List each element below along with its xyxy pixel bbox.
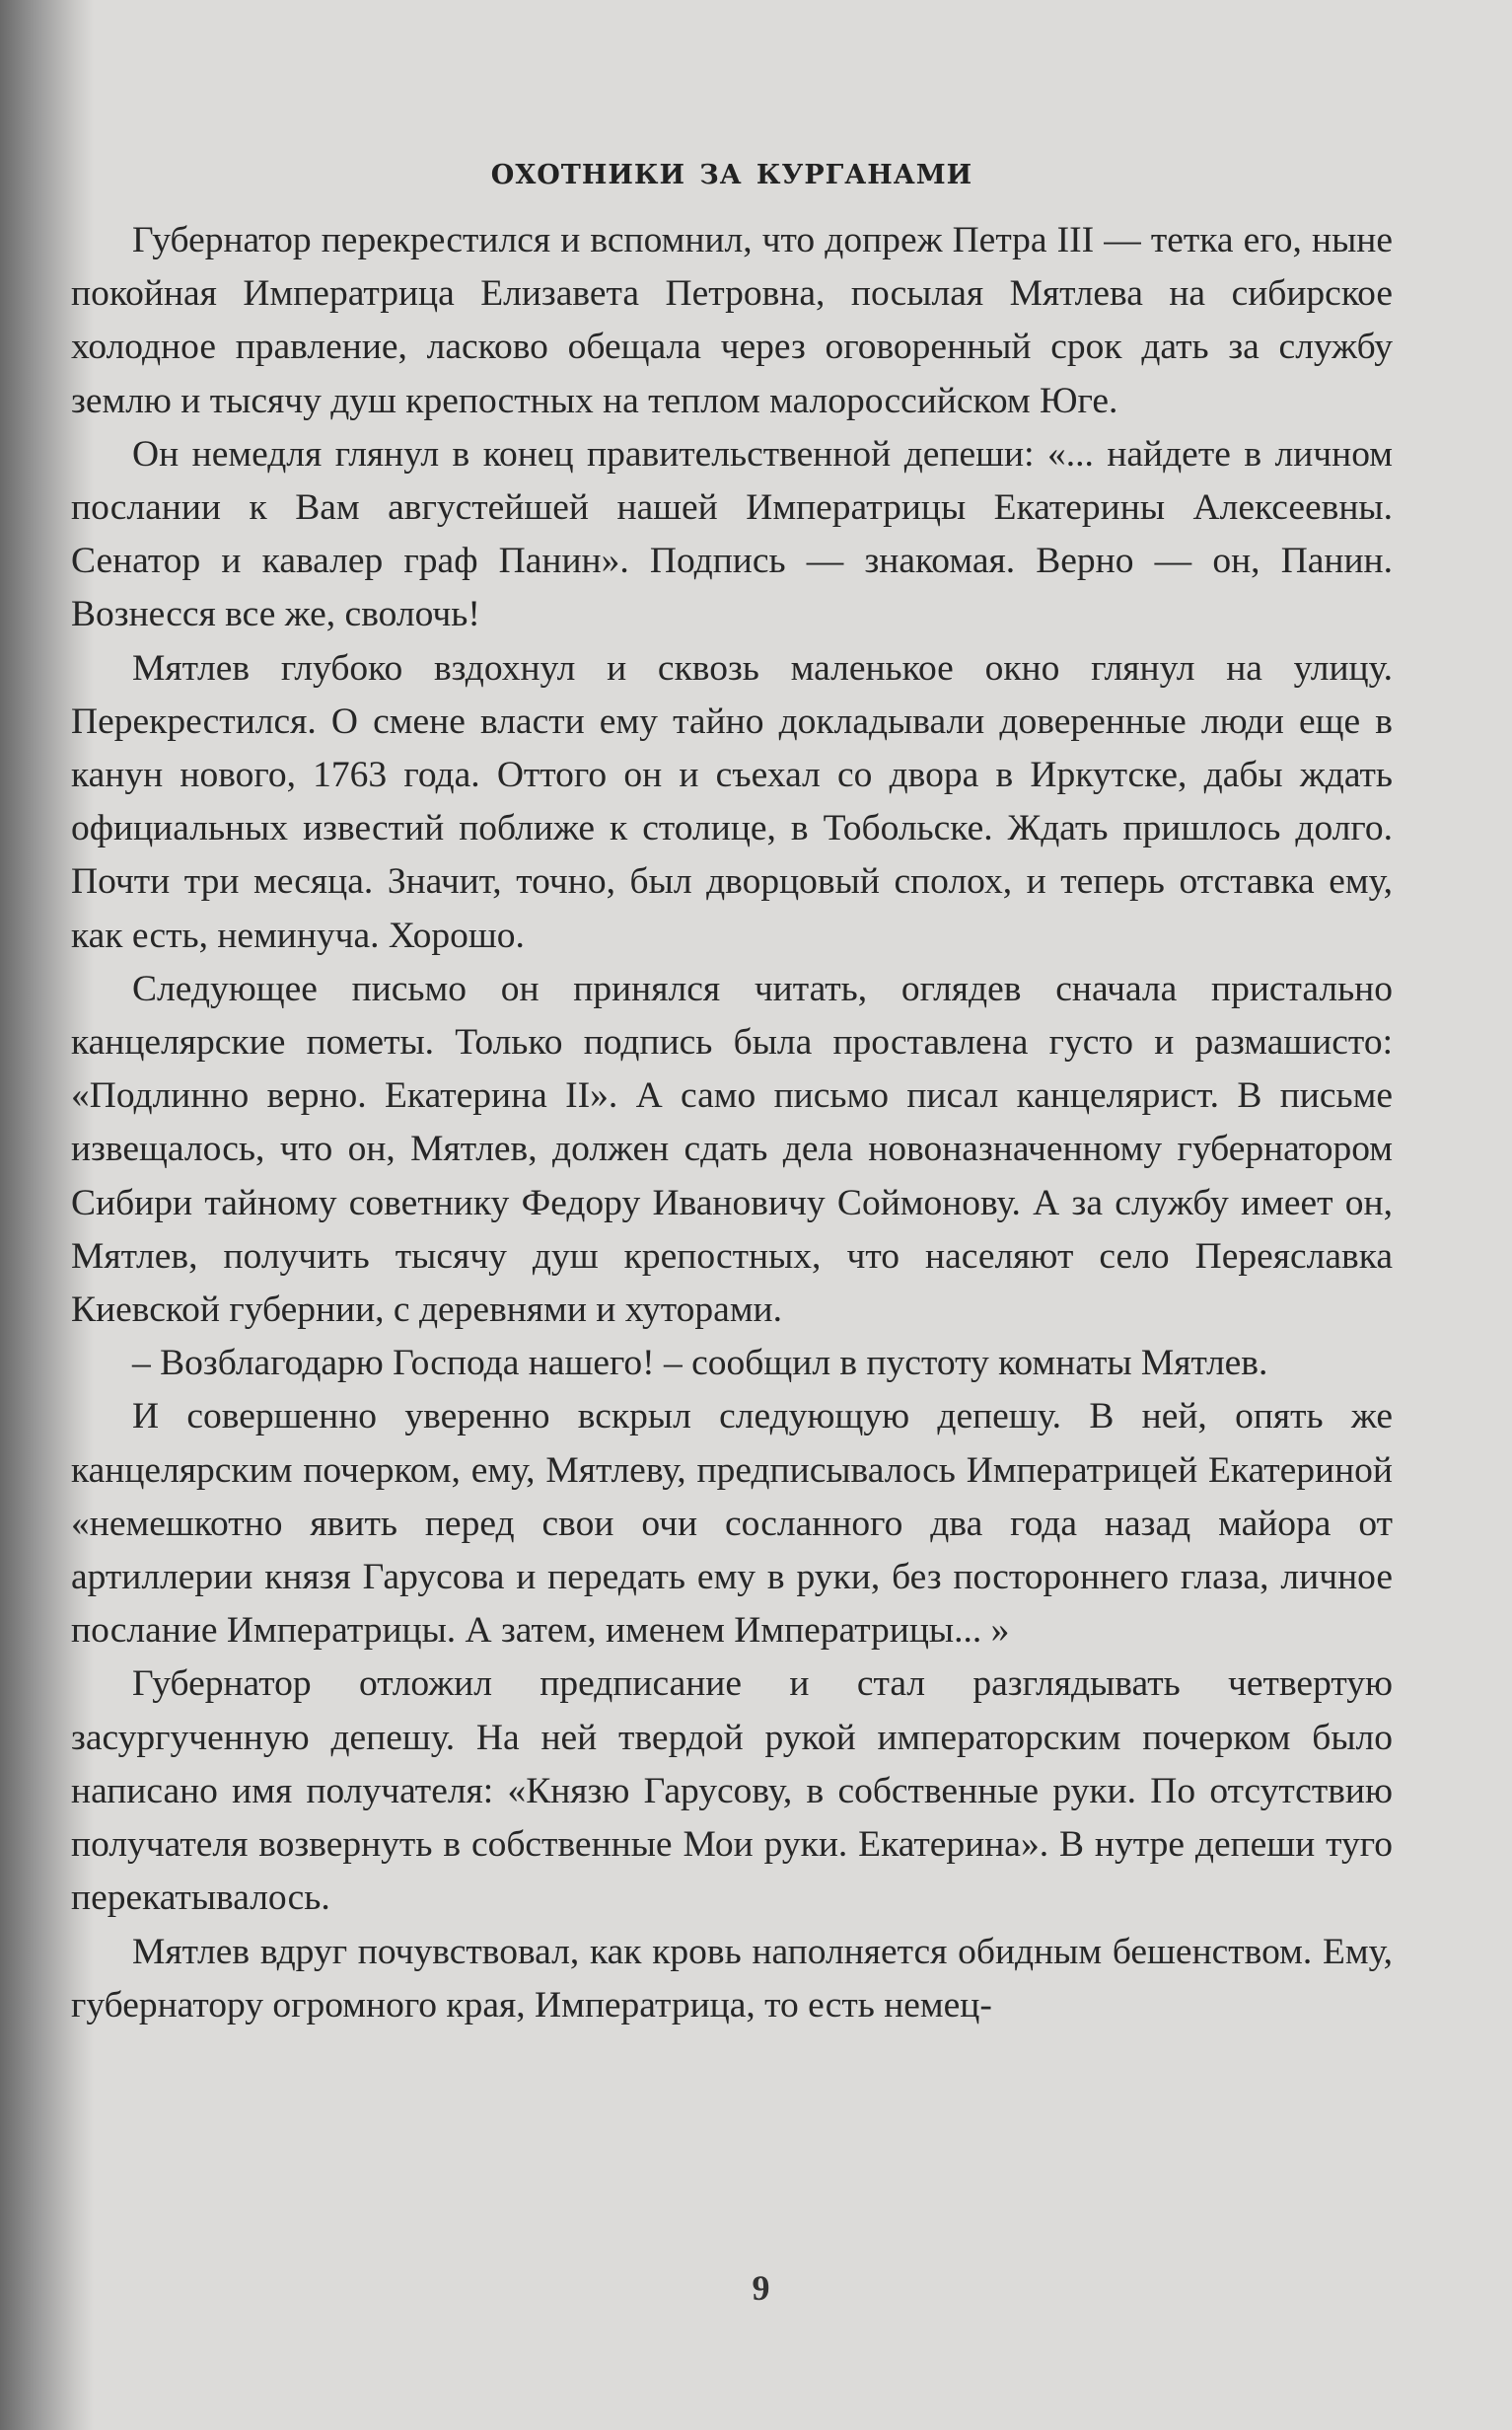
body-text — [71, 214, 1393, 2032]
paragraph: Мятлев вдруг почувствовал, как кровь наполняется обидным бешенством. Ему, губернатору огромного края, Императрица, то есть немец- — [71, 1931, 1393, 2025]
page-number: 9 — [752, 2268, 770, 2308]
paragraph: Он немедля глянул в конец правительственной депеши: «... найдете в личном послании к Вам августейшей нашей Императрицы Екатерины Алексеевны. Сенатор и кавалер граф Панин». Подпись — знакомая. Верно — он, Панин. Вознесся все же, сволочь! — [71, 433, 1393, 635]
paragraph: И совершенно уверенно вскрыл следующую депешу. В ней, опять же канцелярским почерком, ему, Мятлеву, предписывалось Императрицей Екатериной «немешкотно явить перед свои очи сосланного два года назад майора от артиллерии князя Гарусова и передать ему в руки, без постороннего глаза, личное послание Императрицы. А затем, именем Императрицы... » — [71, 1396, 1393, 1652]
paragraph: Следующее письмо он принялся читать, оглядев сначала пристально канцелярские пометы. Только подпись была проставлена густо и размашисто: «Подлинно верно. Екатерина II». А само письмо писал канцелярист. В письме извещалось, что он, Мятлев, должен сдать дела новоназначенному губернатором Сибири тайному советнику Федору Ивановичу Соймонову. А за службу имеет он, Мятлев, получить тысячу душ крепостных, что населяют село Переяславка Киевской губернии, с деревнями и хуторами. — [71, 968, 1393, 1331]
paragraph: Мятлев глубоко вздохнул и сквозь маленькое окно глянул на улицу. Перекрестился. О смене власти ему тайно докладывали доверенные люди еще в канун нового, 1763 года. Оттого он и съехал со двора в Иркутске, дабы ждать официальных известий поближе к столице, в Тобольске. Ждать пришлось долго. Почти три месяца. Значит, точно, был дворцовый сполох, и теперь отставка ему, как есть, неминуча. Хорошо. — [71, 647, 1393, 956]
running-head: охотники за курганами — [490, 148, 973, 192]
paragraph: Губернатор перекрестился и вспомнил, что допреж Петра III — тетка его, ныне покойная Императрица Елизавета Петровна, посылая Мятлева на сибирское холодное правление, ласково обещала через оговоренный срок дать за службу землю и тысячу душ крепостных на теплом малороссийском Юге. — [71, 220, 1393, 421]
paragraph: – Возблагодарю Господа нашего! – сообщил в пустоту комнаты Мятлев. — [132, 1343, 1268, 1384]
paragraph: Губернатор отложил предписание и стал разглядывать четвертую засургученную депешу. На ней твердой рукой императорским почерком было написано имя получателя: «Князю Гарусову, в собственные руки. По отсутствию получателя возвернуть в собственные Мои руки. Екатерина». В нутре депеши туго перекатывалось. — [71, 1663, 1393, 1919]
book-page — [71, 148, 1393, 2032]
